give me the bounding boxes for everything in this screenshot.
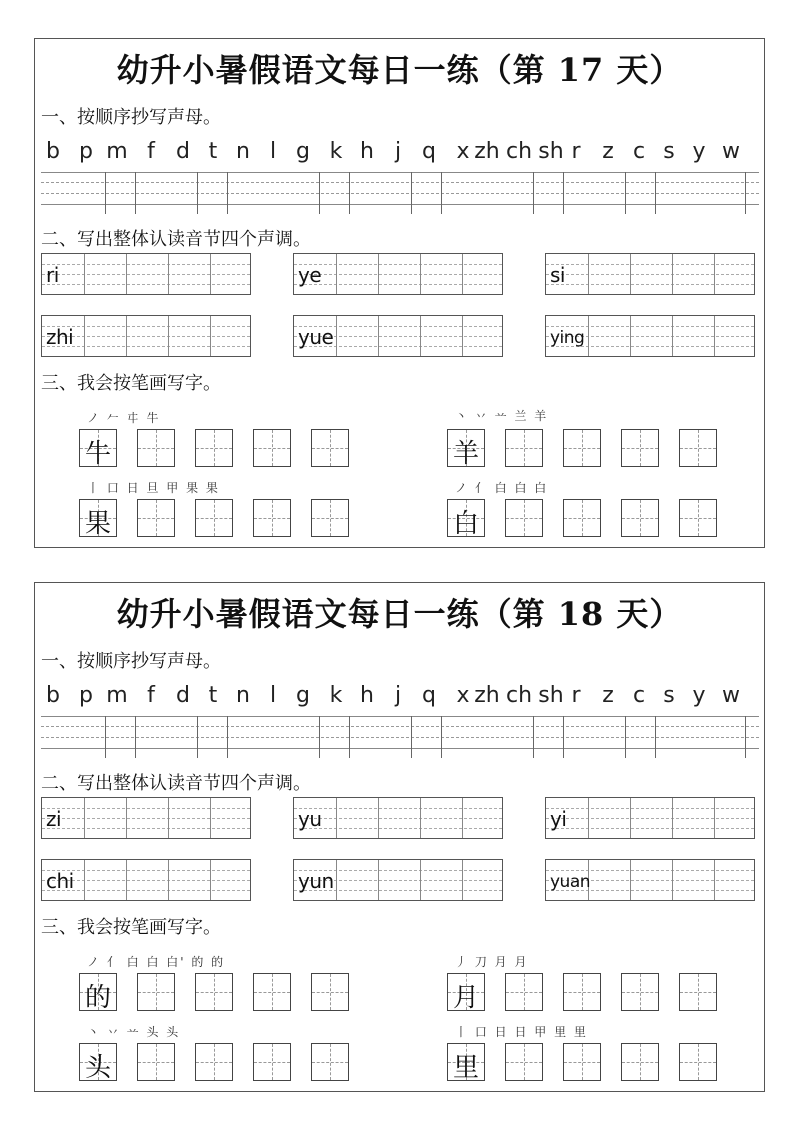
stroke-order-guide: 丶 丷 䒑 兰 羊: [455, 409, 549, 423]
section-heading-syllables: 二、写出整体认读音节四个声调。: [41, 773, 311, 794]
character-practice-box[interactable]: [253, 429, 291, 467]
initial-letter: ch: [505, 683, 533, 708]
syllable-writing-box[interactable]: [41, 859, 251, 901]
initial-letter: sh: [538, 139, 564, 164]
initials-row: [41, 683, 759, 713]
character-practice-box[interactable]: [311, 499, 349, 537]
syllable-label: yi: [550, 807, 567, 831]
section-heading-syllables: 二、写出整体认读音节四个声调。: [41, 229, 311, 250]
syllable-writing-box[interactable]: [545, 859, 755, 901]
syllable-label: zi: [46, 807, 62, 831]
initial-letter: s: [663, 139, 675, 164]
initial-letter: g: [296, 139, 310, 164]
character-practice-box[interactable]: [253, 1043, 291, 1081]
character-model-box: [447, 1043, 485, 1081]
syllable-label: zhi: [46, 325, 74, 349]
worksheet-day-18: [34, 582, 765, 1092]
character-model-box: [79, 1043, 117, 1081]
character-practice-box[interactable]: [311, 1043, 349, 1081]
initial-letter: y: [692, 139, 706, 164]
syllable-writing-box[interactable]: [41, 797, 251, 839]
initial-letter: m: [106, 683, 128, 708]
initials-row: [41, 139, 759, 169]
character-model-box: [79, 499, 117, 537]
initial-letter: j: [394, 683, 402, 708]
initial-letter: zh: [474, 139, 500, 164]
syllable-label: ri: [46, 263, 59, 287]
character-practice-box[interactable]: [311, 973, 349, 1011]
model-character: 牛: [84, 439, 111, 469]
initial-letter: s: [663, 683, 675, 708]
syllable-label: ye: [298, 263, 322, 287]
character-practice-box[interactable]: [621, 973, 659, 1011]
stroke-order-guide: ノ 亻 白 白 白' 的 的: [87, 955, 226, 969]
initial-letter: w: [722, 683, 740, 708]
character-practice-box[interactable]: [621, 1043, 659, 1081]
syllable-writing-box[interactable]: [293, 253, 503, 295]
worksheet-day-17: [34, 38, 765, 548]
character-practice-box[interactable]: [505, 499, 543, 537]
stroke-order-guide: 丨 口 日 旦 甲 果 果: [87, 481, 220, 495]
initial-letter: r: [571, 139, 581, 164]
initial-letter: j: [394, 139, 402, 164]
stroke-order-guide: 丶 丷 䒑 头 头: [87, 1025, 181, 1039]
model-character: 白: [452, 509, 479, 539]
initial-letter: z: [602, 683, 614, 708]
syllable-label: yu: [298, 807, 322, 831]
initial-letter: d: [176, 139, 190, 164]
initial-letter: l: [269, 139, 277, 164]
syllable-writing-box[interactable]: [545, 315, 755, 357]
stroke-order-guide: 丿 刀 月 月: [455, 955, 529, 969]
character-practice-box[interactable]: [563, 973, 601, 1011]
character-practice-box[interactable]: [679, 429, 717, 467]
initial-letter: c: [632, 683, 646, 708]
initial-letter: x: [456, 683, 470, 708]
syllable-label: yun: [298, 869, 334, 893]
character-practice-box[interactable]: [137, 973, 175, 1011]
initial-letter: p: [79, 139, 93, 164]
initial-letter: h: [360, 139, 374, 164]
character-practice-box[interactable]: [505, 1043, 543, 1081]
initial-letter: sh: [538, 683, 564, 708]
initial-letter: d: [176, 683, 190, 708]
character-practice-box[interactable]: [621, 499, 659, 537]
syllable-writing-box[interactable]: [293, 315, 503, 357]
section-heading-copy-initials: 一、按顺序抄写声母。: [41, 651, 221, 672]
character-practice-box[interactable]: [679, 1043, 717, 1081]
initial-letter: q: [422, 683, 436, 708]
character-practice-box[interactable]: [195, 499, 233, 537]
character-practice-box[interactable]: [505, 973, 543, 1011]
syllable-label: si: [550, 263, 565, 287]
character-practice-box[interactable]: [195, 1043, 233, 1081]
initial-letter: c: [632, 139, 646, 164]
initial-letter: z: [602, 139, 614, 164]
initial-letter: f: [147, 139, 155, 164]
syllable-writing-box[interactable]: [41, 315, 251, 357]
character-practice-box[interactable]: [311, 429, 349, 467]
initial-letter: g: [296, 683, 310, 708]
syllable-label: yuan: [550, 872, 591, 892]
section-heading-copy-initials: 一、按顺序抄写声母。: [41, 107, 221, 128]
character-practice-box[interactable]: [563, 429, 601, 467]
writing-lines[interactable]: [41, 172, 759, 214]
character-model-box: [447, 429, 485, 467]
character-practice-box[interactable]: [195, 429, 233, 467]
character-practice-box[interactable]: [137, 429, 175, 467]
character-practice-box[interactable]: [137, 499, 175, 537]
stroke-order-guide: ノ 亻 白 白 白: [455, 481, 549, 495]
writing-lines[interactable]: [41, 716, 759, 758]
character-model-box: [447, 973, 485, 1011]
stroke-order-guide: 丨 口 日 日 甲 里 里: [455, 1025, 588, 1039]
model-character: 羊: [452, 439, 479, 469]
initial-letter: p: [79, 683, 93, 708]
character-practice-box[interactable]: [621, 429, 659, 467]
character-practice-box[interactable]: [253, 499, 291, 537]
initial-letter: w: [722, 139, 740, 164]
character-practice-box[interactable]: [679, 499, 717, 537]
character-practice-box[interactable]: [505, 429, 543, 467]
initial-letter: k: [329, 139, 343, 164]
initial-letter: t: [208, 683, 218, 708]
section-heading-stroke-order: 三、我会按笔画写字。: [41, 373, 221, 394]
model-character: 里: [452, 1053, 479, 1083]
character-model-box: [79, 973, 117, 1011]
character-practice-box[interactable]: [679, 973, 717, 1011]
model-character: 的: [84, 983, 111, 1013]
initial-letter: b: [46, 683, 60, 708]
syllable-writing-box[interactable]: [545, 253, 755, 295]
character-practice-box[interactable]: [137, 1043, 175, 1081]
syllable-label: yue: [298, 325, 334, 349]
initial-letter: l: [269, 683, 277, 708]
initial-letter: b: [46, 139, 60, 164]
model-character: 月: [452, 983, 479, 1013]
syllable-writing-box[interactable]: [41, 253, 251, 295]
character-practice-box[interactable]: [253, 973, 291, 1011]
stroke-order-guide: ノ 𠂉 㐄 牛: [87, 411, 161, 425]
syllable-label: chi: [46, 869, 74, 893]
model-character: 头: [84, 1053, 111, 1083]
worksheet-title: 幼升小暑假语文每日一练（第 18 天）: [116, 595, 683, 633]
syllable-label: ying: [550, 328, 585, 348]
initial-letter: m: [106, 139, 128, 164]
initial-letter: r: [571, 683, 581, 708]
character-practice-box[interactable]: [563, 1043, 601, 1081]
character-model-box: [447, 499, 485, 537]
initial-letter: n: [236, 683, 250, 708]
initial-letter: ch: [505, 139, 533, 164]
initial-letter: x: [456, 139, 470, 164]
syllable-writing-box[interactable]: [545, 797, 755, 839]
syllable-writing-box[interactable]: [293, 797, 503, 839]
initial-letter: f: [147, 683, 155, 708]
character-practice-box[interactable]: [195, 973, 233, 1011]
character-practice-box[interactable]: [563, 499, 601, 537]
model-character: 果: [84, 509, 111, 539]
syllable-writing-box[interactable]: [293, 859, 503, 901]
initial-letter: n: [236, 139, 250, 164]
initial-letter: y: [692, 683, 706, 708]
initial-letter: k: [329, 683, 343, 708]
initial-letter: t: [208, 139, 218, 164]
worksheet-title: 幼升小暑假语文每日一练（第 17 天）: [116, 51, 683, 89]
character-model-box: [79, 429, 117, 467]
initial-letter: q: [422, 139, 436, 164]
initial-letter: zh: [474, 683, 500, 708]
section-heading-stroke-order: 三、我会按笔画写字。: [41, 917, 221, 938]
initial-letter: h: [360, 683, 374, 708]
